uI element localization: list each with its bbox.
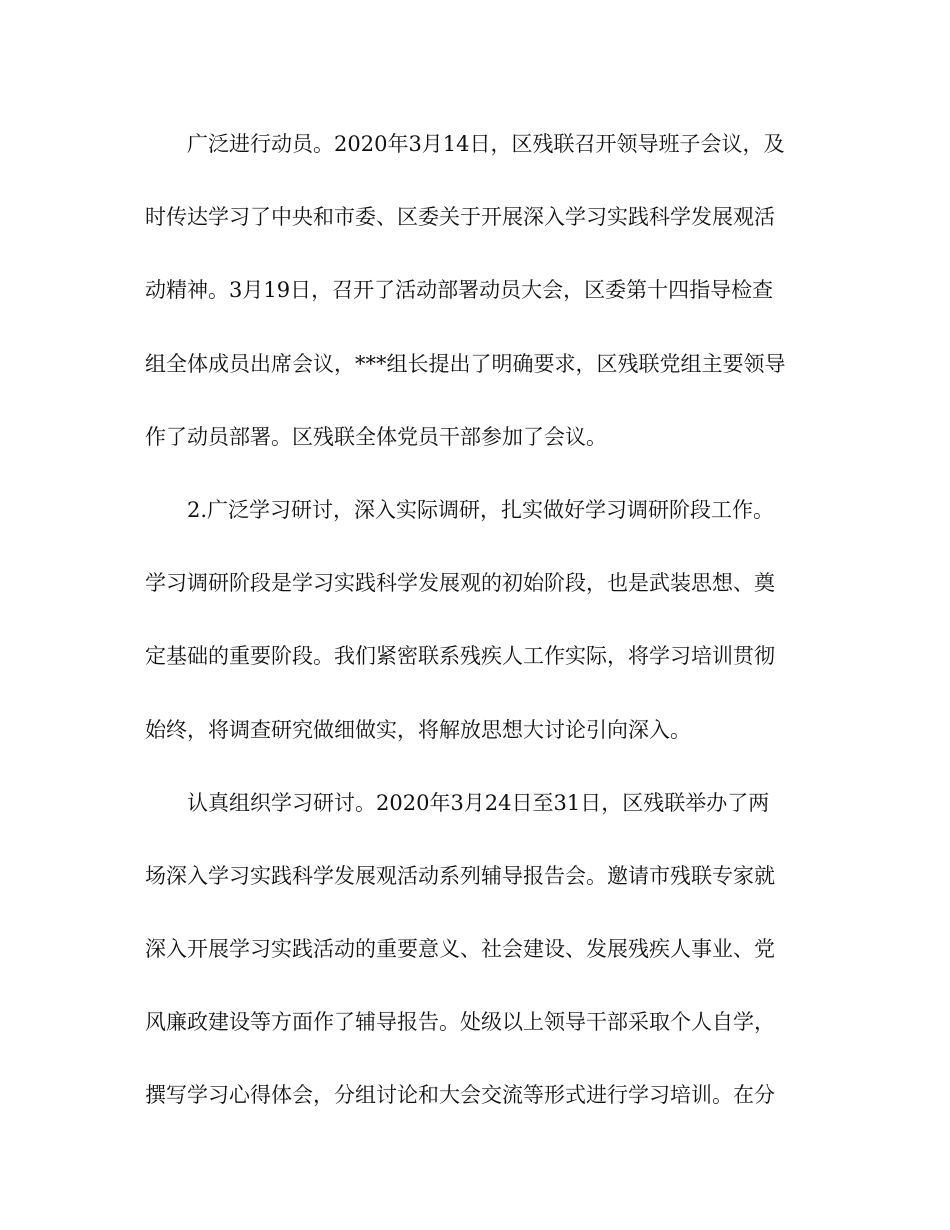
text-line-3: 动精神。3月19日，召开了活动部署动员大会，区委第十四指导检查	[145, 278, 774, 303]
text-line-6: 2.广泛学习研讨，深入实际调研，扎实做好学习调研阶段工作。	[187, 497, 775, 522]
text-line-1: 广泛进行动员。2020年3月14日，区残联召开领导班子会议，及	[187, 132, 785, 156]
text-line-11: 场深入学习实践科学发展观活动系列辅导报告会。邀请市残联专家就	[145, 863, 775, 888]
text-line-9: 始终，将调查研究做细做实，将解放思想大讨论引向深入。	[145, 717, 691, 742]
text-line-10: 认真组织学习研讨。2020年3月24日至31日，区残联举办了两	[187, 790, 770, 815]
text-line-2: 时传达学习了中央和市委、区委关于开展深入学习实践科学发展观活	[145, 205, 775, 230]
document-body	[145, 118, 805, 1143]
text-line-7: 学习调研阶段是学习实践科学发展观的初始阶段，也是武装思想、奠	[145, 571, 775, 596]
text-line-4: 组全体成员出席会议，***组长提出了明确要求，区残联党组主要领导	[145, 351, 786, 376]
text-line-13: 风廉政建设等方面作了辅导报告。处级以上领导干部采取个人自学，	[145, 1010, 775, 1035]
text-line-8: 定基础的重要阶段。我们紧密联系残疾人工作实际，将学习培训贯彻	[145, 644, 775, 669]
text-line-14: 撰写学习心得体会，分组讨论和大会交流等形式进行学习培训。在分	[145, 1083, 775, 1108]
text-line-12: 深入开展学习实践活动的重要意义、社会建设、发展残疾人事业、党	[145, 937, 775, 962]
text-line-5: 作了动员部署。区残联全体党员干部参加了会议。	[145, 424, 607, 449]
